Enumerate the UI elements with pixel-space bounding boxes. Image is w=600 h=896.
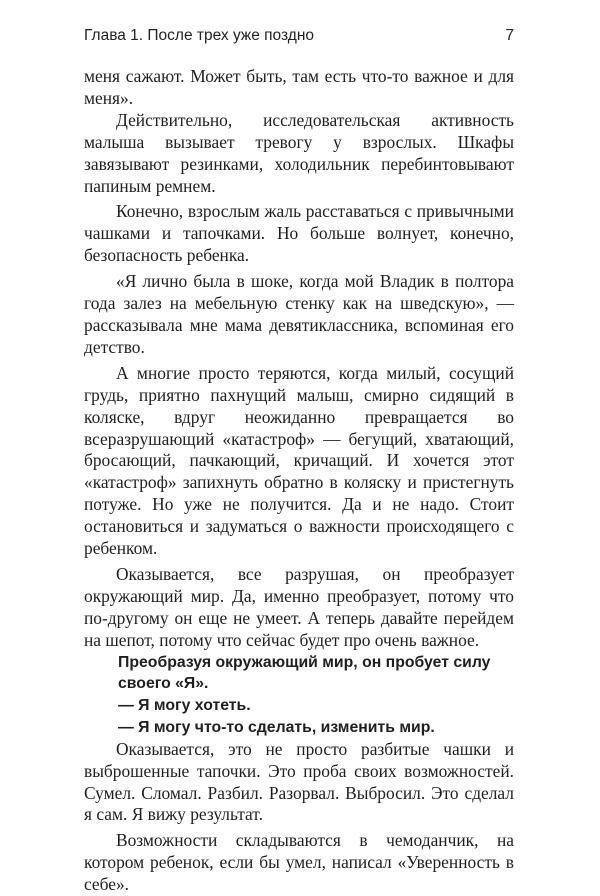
bold-statement: — Я могу хотеть. — [118, 697, 251, 715]
chapter-title: Глава 1. После трех уже поздно — [84, 27, 314, 44]
paragraph: «Я лично была в шоке, когда мой Владик в полтора года залез на мебельную стенку как на шведскую», — рассказывала мне мама девятиклассника, вспоминая его детство. — [84, 271, 514, 357]
paragraph: меня сажают. Может быть, там есть что-то важное и для меня». — [84, 66, 514, 108]
bold-statement: — Я могу что-то сделать, изменить мир. — [118, 718, 435, 736]
paragraph: Оказывается, все разрушая, он преобразует окружающий мир. Да, именно преобразует, потому что по-другому он еще не умеет. А теперь давайте перейдем на шепот, потому что сейчас будет про очень важное. — [84, 563, 514, 650]
body-text — [84, 66, 514, 896]
page-number: 7 — [505, 27, 514, 44]
paragraph: Оказывается, это не просто разбитые чашки и выброшенные тапочки. Это проба своих возможностей. Сумел. Сломал. Разбил. Разорвал. Выбросил. Это сделал я сам. Я вижу результат. — [84, 738, 514, 825]
paragraph: Действительно, исследовательская активность малыша вызывает тревогу у взрослых. Шкафы завязывают резинками, холодильник перебинтовывают папиным ремнем. — [84, 109, 514, 196]
bold-statement: Преобразуя окружающий мир, он пробует силу своего «Я». — [118, 653, 491, 693]
running-header — [84, 24, 514, 48]
paragraph: Конечно, взрослым жаль расставаться с привычными чашками и тапочками. Но больше волнует, конечно, безопасность ребенка. — [84, 201, 514, 266]
paragraph: Возможности складываются в чемоданчик, на котором ребенок, если бы умел, написал «Уверенность в себе». — [84, 830, 514, 895]
paragraph: А многие просто теряются, когда милый, сосущий грудь, приятно пахнущий малыш, смирно сидящий в коляске, вдруг неожиданно превращается во всеразрушающий «катастроф» — бегущий, хватающий, бросающий, пачкающий, кричащий. И хочется этот «катастроф» запихнуть обратно в коляску и пристегнуть потуже. Но уже не получится. Да и не надо. Стоит остановиться и задуматься о важности происходящего с ребенком. — [84, 362, 514, 559]
